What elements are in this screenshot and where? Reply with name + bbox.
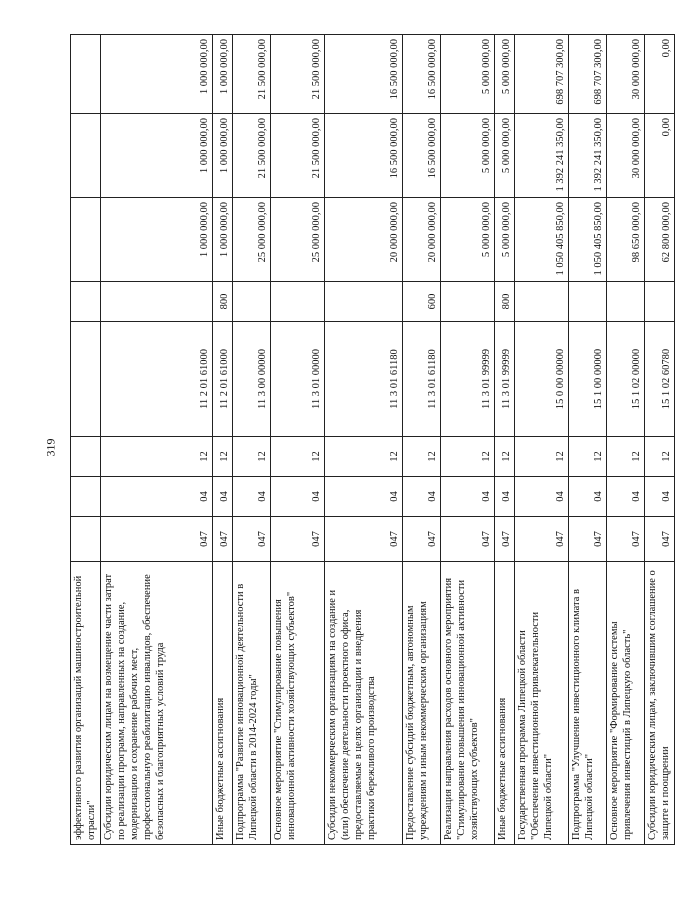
amount-year-2: 21 500 000,00 (233, 114, 271, 198)
amount-year-2: 1 000 000,00 (213, 114, 233, 198)
row-name: Субсидии юридическим лицам, заключившим соглашение о защите и поощрении (645, 562, 675, 845)
row-name: Подпрограмма "Развитие инновационной деятельности в Липецкой области в 2014-2024 годы" (233, 562, 271, 845)
table-row (101, 35, 213, 845)
target-article: 15 0 00 00000 (515, 322, 569, 437)
amount-year-1: 98 650 000,00 (607, 198, 645, 282)
expense-type: 800 (213, 282, 233, 322)
target-article: 11 3 01 99999 (495, 322, 515, 437)
row-name: Предоставление субсидий бюджетным, автономным учреждениям и иным некоммерческим организациям (403, 562, 441, 845)
expense-type (607, 282, 645, 322)
expense-type (569, 282, 607, 322)
subsection-code: 12 (213, 437, 233, 477)
ministry-code: 047 (325, 517, 403, 562)
amount-year-1: 1 050 405 850,00 (569, 198, 607, 282)
amount-year-1: 5 000 000,00 (495, 198, 515, 282)
table-row (271, 35, 325, 845)
table-row (213, 35, 233, 845)
target-article: 11 3 01 61180 (325, 322, 403, 437)
expense-type (71, 282, 101, 322)
target-article: 11 2 01 61000 (101, 322, 213, 437)
amount-year-1: 1 000 000,00 (101, 198, 213, 282)
section-code: 04 (325, 477, 403, 517)
amount-year-1: 1 050 405 850,00 (515, 198, 569, 282)
target-article (71, 322, 101, 437)
section-code: 04 (233, 477, 271, 517)
ministry-code: 047 (213, 517, 233, 562)
amount-year-3: 30 000 000,00 (607, 35, 645, 114)
ministry-code: 047 (403, 517, 441, 562)
subsection-code: 12 (271, 437, 325, 477)
ministry-code: 047 (515, 517, 569, 562)
table-row (325, 35, 403, 845)
amount-year-1: 20 000 000,00 (403, 198, 441, 282)
row-name: эффективного развития организаций машиностроительной отрасли" (71, 562, 101, 845)
subsection-code: 12 (325, 437, 403, 477)
amount-year-3: 1 000 000,00 (213, 35, 233, 114)
amount-year-3: 5 000 000,00 (441, 35, 495, 114)
expense-type (645, 282, 675, 322)
amount-year-1: 20 000 000,00 (325, 198, 403, 282)
amount-year-2 (71, 114, 101, 198)
row-name: Основное мероприятие "Стимулирование повышения инновационной активности хозяйствующих субъектов" (271, 562, 325, 845)
expense-type (271, 282, 325, 322)
ministry-code: 047 (645, 517, 675, 562)
table-row (607, 35, 645, 845)
ministry-code: 047 (271, 517, 325, 562)
amount-year-2: 21 500 000,00 (271, 114, 325, 198)
section-code: 04 (403, 477, 441, 517)
amount-year-1 (71, 198, 101, 282)
amount-year-3: 698 707 300,00 (515, 35, 569, 114)
amount-year-2: 5 000 000,00 (495, 114, 515, 198)
ministry-code: 047 (569, 517, 607, 562)
section-code: 04 (645, 477, 675, 517)
amount-year-3: 21 500 000,00 (271, 35, 325, 114)
target-article: 11 2 01 61000 (213, 322, 233, 437)
section-code: 04 (213, 477, 233, 517)
ministry-code: 047 (101, 517, 213, 562)
subsection-code: 12 (233, 437, 271, 477)
ministry-code: 047 (233, 517, 271, 562)
amount-year-3: 0,00 (645, 35, 675, 114)
expense-type (515, 282, 569, 322)
row-name: Реализация направления расходов основного мероприятия "Стимулирование повышения инновационной активности хозяйствующих субъектов" (441, 562, 495, 845)
table-body (71, 35, 675, 845)
section-code: 04 (515, 477, 569, 517)
amount-year-2: 1 392 241 350,00 (569, 114, 607, 198)
subsection-code: 12 (515, 437, 569, 477)
section-code: 04 (569, 477, 607, 517)
section-code: 04 (607, 477, 645, 517)
amount-year-3: 21 500 000,00 (233, 35, 271, 114)
row-name: Субсидии юридическим лицам на возмещение части затрат по реализации программ, направленных на создание, модернизацию и сохранение рабочих мест, профессиональную реабилитацию инвалидов, обеспечение безопасных и благоприятных условий труда (101, 562, 213, 845)
section-code: 04 (495, 477, 515, 517)
budget-table (70, 34, 675, 845)
row-name: Подпрограмма "Улучшение инвестиционного климата в Липецкой области" (569, 562, 607, 845)
amount-year-3: 698 707 300,00 (569, 35, 607, 114)
ministry-code: 047 (607, 517, 645, 562)
amount-year-1: 5 000 000,00 (441, 198, 495, 282)
amount-year-1: 62 800 000,00 (645, 198, 675, 282)
target-article: 11 3 01 61180 (403, 322, 441, 437)
amount-year-3: 1 000 000,00 (101, 35, 213, 114)
ministry-code: 047 (441, 517, 495, 562)
subsection-code: 12 (441, 437, 495, 477)
subsection-code (71, 437, 101, 477)
amount-year-2: 5 000 000,00 (441, 114, 495, 198)
row-name: Государственная программа Липецкой области "Обеспечение инвестиционной привлекательности Липецкой области" (515, 562, 569, 845)
amount-year-2: 30 000 000,00 (607, 114, 645, 198)
row-name: Субсидии некоммерческим организациям на создание и (или) обеспечение деятельности проектного офиса, предоставляемые в целях организации и внедрения практики бережливого производства (325, 562, 403, 845)
amount-year-1: 25 000 000,00 (233, 198, 271, 282)
amount-year-2: 16 500 000,00 (403, 114, 441, 198)
amount-year-1: 1 000 000,00 (213, 198, 233, 282)
amount-year-1: 25 000 000,00 (271, 198, 325, 282)
amount-year-2: 1 000 000,00 (101, 114, 213, 198)
row-name: Иные бюджетные ассигнования (495, 562, 515, 845)
amount-year-2: 0,00 (645, 114, 675, 198)
ministry-code (71, 517, 101, 562)
table-row (645, 35, 675, 845)
expense-type: 800 (495, 282, 515, 322)
table-row (515, 35, 569, 845)
section-code: 04 (441, 477, 495, 517)
amount-year-2: 16 500 000,00 (325, 114, 403, 198)
table-row (71, 35, 101, 845)
subsection-code: 12 (645, 437, 675, 477)
amount-year-3: 16 500 000,00 (403, 35, 441, 114)
row-name: Основное мероприятие "Формирование системы привлечения инвестиций в Липецкую область" (607, 562, 645, 845)
target-article: 11 3 01 99999 (441, 322, 495, 437)
expense-type (101, 282, 213, 322)
target-article: 15 1 02 00000 (607, 322, 645, 437)
subsection-code: 12 (607, 437, 645, 477)
target-article: 11 3 00 00000 (233, 322, 271, 437)
section-code: 04 (271, 477, 325, 517)
ministry-code: 047 (495, 517, 515, 562)
row-name: Иные бюджетные ассигнования (213, 562, 233, 845)
section-code: 04 (101, 477, 213, 517)
expense-type (325, 282, 403, 322)
subsection-code: 12 (495, 437, 515, 477)
subsection-code: 12 (569, 437, 607, 477)
expense-type (233, 282, 271, 322)
table-row (233, 35, 271, 845)
expense-type: 600 (403, 282, 441, 322)
table-row (441, 35, 495, 845)
page-number: 319 (43, 438, 58, 457)
amount-year-2: 1 392 241 350,00 (515, 114, 569, 198)
subsection-code: 12 (403, 437, 441, 477)
table-row (403, 35, 441, 845)
amount-year-3: 5 000 000,00 (495, 35, 515, 114)
table-row (569, 35, 607, 845)
amount-year-3 (71, 35, 101, 114)
target-article: 11 3 01 00000 (271, 322, 325, 437)
table-row (495, 35, 515, 845)
target-article: 15 1 00 00000 (569, 322, 607, 437)
expense-type (441, 282, 495, 322)
amount-year-3: 16 500 000,00 (325, 35, 403, 114)
section-code (71, 477, 101, 517)
subsection-code: 12 (101, 437, 213, 477)
rotated-table-container (70, 35, 672, 845)
target-article: 15 1 02 60780 (645, 322, 675, 437)
